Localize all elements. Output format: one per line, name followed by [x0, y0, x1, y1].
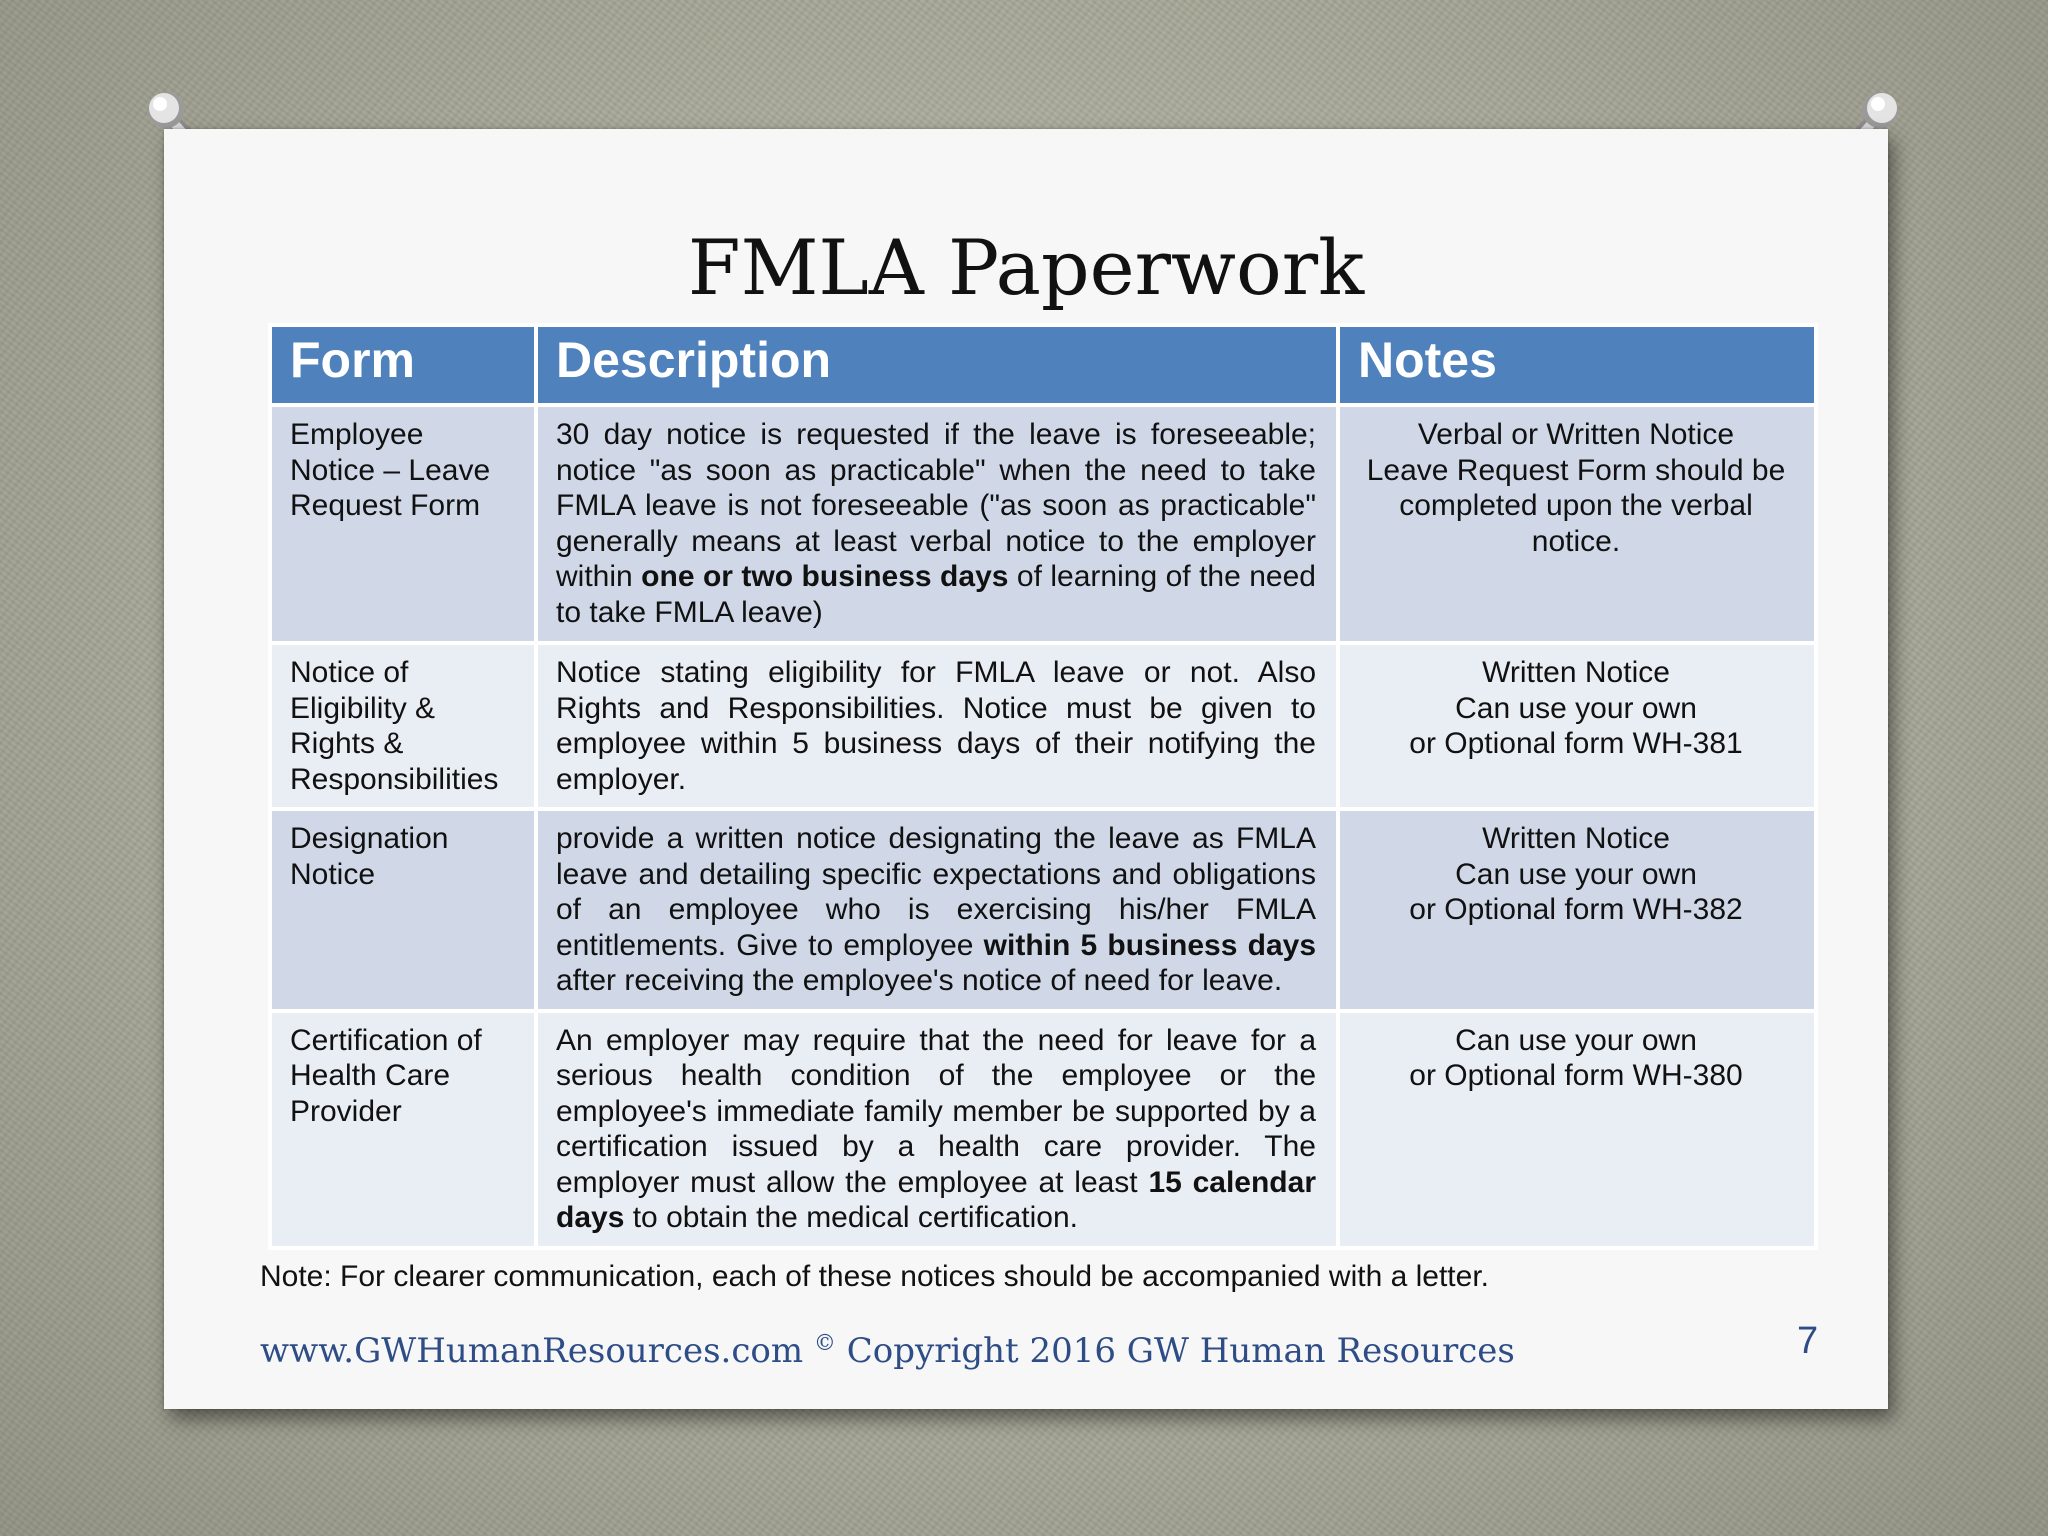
form-cell: Notice of Eligibility & Rights & Responsibilities — [270, 643, 536, 809]
description-text: 30 day notice is requested if the leave is foreseeable; notice "as soon as practicable" when the need to take FMLA leave is not foreseeable ("as soon as practicable" generally means at least verbal notice to the employer within — [556, 418, 1316, 593]
table-row — [270, 809, 1816, 1011]
notes-line: Written Notice — [1482, 822, 1670, 855]
notes-line: Verbal or Written Notice — [1417, 418, 1735, 451]
notes-line: or Optional form WH-380 — [1409, 1059, 1743, 1092]
notes-cell — [1338, 1011, 1816, 1248]
notes-line: Can use your own — [1455, 691, 1697, 725]
fmla-paperwork-table — [268, 323, 1818, 1250]
description-text: provide a written notice designating the leave as FMLA leave and detailing specific expectations and obligations of an employee who is exercising his/her FMLA entitlements. Give to employee — [556, 822, 1316, 962]
table-row — [270, 1011, 1816, 1248]
form-cell: Employee Notice – Leave Request Form — [270, 405, 536, 643]
description-text: An employer may require that the need for leave for a serious health condition of the employee or the employee's immediate family member be supported by a certification issued by a health care provider. The employer must allow the employee at least — [556, 1023, 1316, 1199]
description-text: of learning of the need to take FMLA leave) — [556, 560, 1316, 629]
slide-title: FMLA Paperwork — [687, 223, 1365, 312]
description-emphasis: within 5 business days — [983, 928, 1316, 962]
description-emphasis: one or two business days — [641, 560, 1009, 593]
description-cell — [536, 643, 1338, 809]
column-header-description: Description — [536, 325, 1338, 405]
notes-line: or Optional form WH-382 — [1409, 893, 1743, 926]
notes-cell — [1338, 643, 1816, 809]
description-text: Notice stating eligibility for FMLA leave or not. Also Rights and Responsibilities. Notice must be given to employee within 5 business days of their notifying the employer. — [556, 656, 1316, 796]
description-emphasis: 15 calendar days — [556, 1165, 1316, 1234]
notes-cell — [1338, 405, 1816, 643]
description-text: after receiving the employee's notice of need for leave. — [556, 964, 1283, 997]
notes-line: Leave Request Form should be completed upon the verbal notice. — [1366, 453, 1786, 558]
table-header-row — [270, 325, 1816, 405]
copyright-symbol: © — [813, 1331, 836, 1356]
notes-line: Can use your own — [1455, 857, 1697, 891]
slide-paper — [164, 129, 1888, 1409]
description-cell — [536, 809, 1338, 1011]
column-header-form: Form — [270, 325, 536, 405]
form-cell: Certification of Health Care Provider — [270, 1011, 536, 1248]
website-link[interactable]: www.GWHumanResources.com — [260, 1331, 804, 1371]
description-text: to obtain the medical certification. — [624, 1201, 1078, 1234]
notes-line: or Optional form WH-381 — [1409, 727, 1743, 760]
page-number: 7 — [1797, 1320, 1819, 1362]
footer — [260, 1331, 1515, 1371]
notes-line: Written Notice — [1482, 656, 1670, 689]
footnote: Note: For clearer communication, each of these notices should be accompanied with a letter. — [260, 1260, 1489, 1293]
notes-cell — [1338, 809, 1816, 1011]
table-row — [270, 643, 1816, 809]
description-cell — [536, 405, 1338, 643]
notes-line: Can use your own — [1455, 1023, 1697, 1057]
form-cell: Designation Notice — [270, 809, 536, 1011]
description-cell — [536, 1011, 1338, 1248]
copyright-text: Copyright 2016 GW Human Resources — [846, 1331, 1515, 1371]
table-row — [270, 405, 1816, 643]
column-header-notes: Notes — [1338, 325, 1816, 405]
